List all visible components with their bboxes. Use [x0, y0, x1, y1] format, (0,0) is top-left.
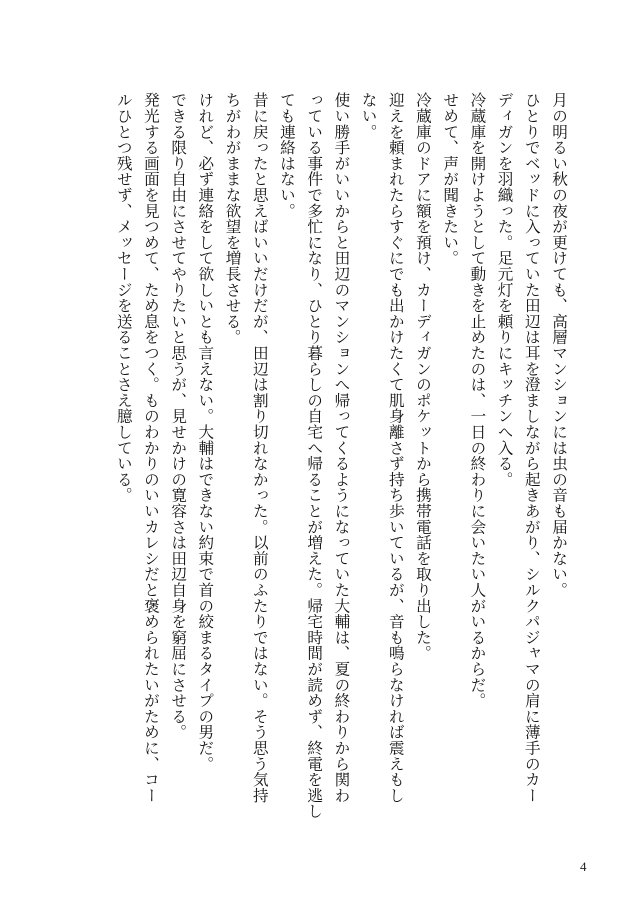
- text-line-16: 発光する画面を見つめて、ため息をつく。ものわかりのいいカレシだと褒められたいがために、コー: [141, 92, 160, 803]
- text-line-5: せめて、声が聞きたい。: [441, 92, 460, 266]
- text-line-8: ない。: [359, 92, 378, 140]
- text-line-12: 昔に戻ったと思えばいいだけだが、田辺は割り切れなかった。以前のふたりではない。そう思う気持: [250, 92, 269, 803]
- text-line-6: 冷蔵庫のドアに額を預け、カーディガンのポケットから携帯電話を取り出した。: [413, 92, 432, 661]
- text-line-14: けれど、必ず連絡をして欲しいとも言えない。大輔はできない約束で首の絞まるタイプの男だ。: [196, 92, 215, 772]
- text-line-10: っている事件で多忙になり、ひとり暮らしの自宅へ帰ることが増えた。帰宅時間が読めず、終電を逃し: [305, 92, 324, 819]
- text-line-1: 月の明るい秋の夜が更けても、高層マンションには虫の音も届かない。: [550, 92, 568, 598]
- text-line-11: ても連絡はない。: [277, 92, 296, 219]
- body-text: [110, 92, 572, 832]
- text-line-15: できる限り自由にさせてやりたいと思うが、見せかけの寛容さは田辺自身を窮屈にさせる。: [169, 92, 188, 740]
- text-line-17: ルひとつ残せず、メッセージを送ることさえ臆している。: [114, 92, 133, 503]
- text-line-2: ひとりでベッドに入っていた田辺は耳を澄ましながら起きあがり、シルクパジャマの肩に薄手のカー: [522, 92, 541, 803]
- text-line-7: 迎えを頼まれたらすぐにでも出かけたくて肌身離さず持ち歩いているが、音も鳴らなければ震えもし: [386, 92, 405, 803]
- page-number: 4: [580, 859, 587, 874]
- text-line-13: ちがわがままな欲望を増長させる。: [223, 92, 242, 345]
- text-line-9: 使い勝手がいいからと田辺のマンションへ帰ってくるようになっていた大輔は、夏の終わりから関わ: [332, 92, 351, 803]
- text-line-3: ディガンを羽織った。足元灯を頼りにキッチンへ入る。: [495, 92, 514, 487]
- text-line-4: 冷蔵庫を開けようとして動きを止めたのは、一日の終わりに会いたい人がいるからだ。: [468, 92, 487, 709]
